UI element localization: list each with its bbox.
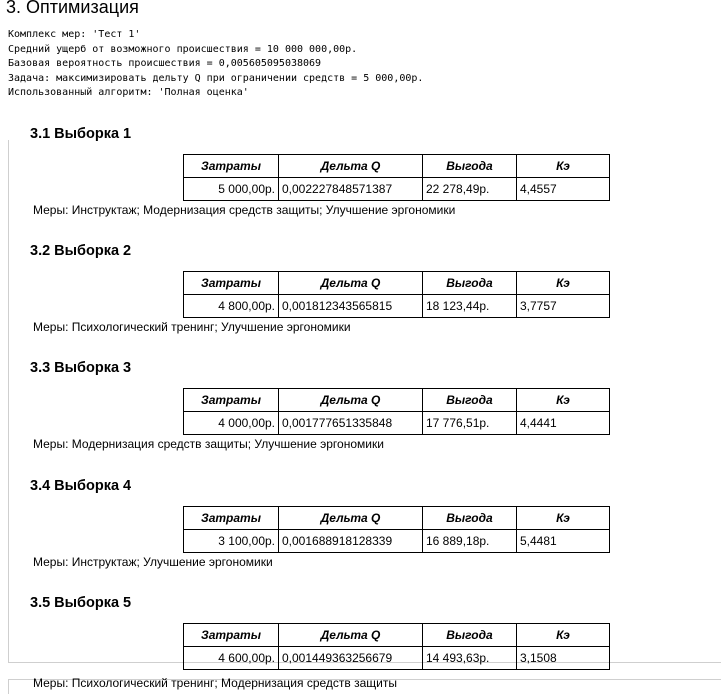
info-block	[8, 28, 423, 101]
cell-delta-q: 0,001812343565815	[279, 295, 423, 318]
section-title: 3. Оптимизация	[6, 0, 139, 17]
header-delta-q: Дельта Q	[279, 272, 423, 295]
cell-delta-q: 0,001777651335848	[279, 412, 423, 435]
cell-delta-q: 0,002227848571387	[279, 178, 423, 201]
info-line: Базовая вероятность происшествия = 0,005605095038069	[8, 58, 322, 70]
sample-table	[183, 623, 610, 670]
sample-title: 3.1 Выборка 1	[30, 126, 132, 142]
cell-cost: 4 800,00р.	[184, 295, 279, 318]
measures-text: Меры: Инструктаж; Модернизация средств защиты; Улучшение эргономики	[33, 203, 456, 217]
table-row	[184, 647, 610, 670]
header-cost: Затраты	[184, 155, 279, 178]
cell-cost: 5 000,00р.	[184, 178, 279, 201]
header-ke: Кэ	[517, 507, 610, 530]
sample-table	[183, 154, 610, 201]
cell-ke: 5,4481	[517, 530, 610, 553]
header-benefit: Выгода	[423, 389, 517, 412]
sample-table	[183, 388, 610, 435]
cell-ke: 4,4441	[517, 412, 610, 435]
page-frame-left	[8, 140, 9, 662]
info-line: Средний ущерб от возможного происшествия = 10 000 000,00р.	[8, 43, 358, 55]
header-delta-q: Дельта Q	[279, 507, 423, 530]
cell-ke: 3,7757	[517, 295, 610, 318]
header-ke: Кэ	[517, 272, 610, 295]
header-ke: Кэ	[517, 389, 610, 412]
sample-title: 3.3 Выборка 3	[30, 360, 132, 376]
header-cost: Затраты	[184, 624, 279, 647]
cell-benefit: 17 776,51р.	[423, 412, 517, 435]
table-header-row	[184, 624, 610, 647]
table-row	[184, 295, 610, 318]
cell-benefit: 22 278,49р.	[423, 178, 517, 201]
header-delta-q: Дельта Q	[279, 155, 423, 178]
header-cost: Затраты	[184, 507, 279, 530]
sample-title: 3.5 Выборка 5	[30, 595, 132, 611]
table-row	[184, 530, 610, 553]
measures-text: Меры: Модернизация средств защиты; Улучшение эргономики	[33, 437, 384, 451]
table-header-row	[184, 389, 610, 412]
header-ke: Кэ	[517, 624, 610, 647]
cell-delta-q: 0,001688918128339	[279, 530, 423, 553]
header-benefit: Выгода	[423, 507, 517, 530]
cell-benefit: 16 889,18р.	[423, 530, 517, 553]
table-header-row	[184, 507, 610, 530]
info-line: Задача: максимизировать дельту Q при ограничении средств = 5 000,00р.	[8, 72, 424, 84]
measures-text: Меры: Инструктаж; Улучшение эргономики	[33, 555, 273, 569]
cell-benefit: 14 493,63р.	[423, 647, 517, 670]
header-delta-q: Дельта Q	[279, 624, 423, 647]
cell-benefit: 18 123,44р.	[423, 295, 517, 318]
sample-table	[183, 506, 610, 553]
info-line: Использованный алгоритм: 'Полная оценка'	[8, 87, 249, 99]
table-header-row	[184, 155, 610, 178]
header-benefit: Выгода	[423, 272, 517, 295]
header-delta-q: Дельта Q	[279, 389, 423, 412]
cell-cost: 4 000,00р.	[184, 412, 279, 435]
measures-text: Меры: Психологический тренинг; Модернизация средств защиты	[33, 676, 397, 690]
info-line: Комплекс мер: 'Тест 1'	[8, 29, 141, 40]
page-frame-left-next	[8, 679, 9, 694]
table-row	[184, 178, 610, 201]
header-ke: Кэ	[517, 155, 610, 178]
sample-title: 3.4 Выборка 4	[30, 478, 132, 494]
header-benefit: Выгода	[423, 624, 517, 647]
sample-title: 3.2 Выборка 2	[30, 243, 132, 259]
table-header-row	[184, 272, 610, 295]
sample-table	[183, 271, 610, 318]
cell-ke: 3,1508	[517, 647, 610, 670]
cell-cost: 3 100,00р.	[184, 530, 279, 553]
header-cost: Затраты	[184, 389, 279, 412]
cell-ke: 4,4557	[517, 178, 610, 201]
header-benefit: Выгода	[423, 155, 517, 178]
cell-delta-q: 0,001449363256679	[279, 647, 423, 670]
table-row	[184, 412, 610, 435]
header-cost: Затраты	[184, 272, 279, 295]
cell-cost: 4 600,00р.	[184, 647, 279, 670]
measures-text: Меры: Психологический тренинг; Улучшение эргономики	[33, 320, 351, 334]
